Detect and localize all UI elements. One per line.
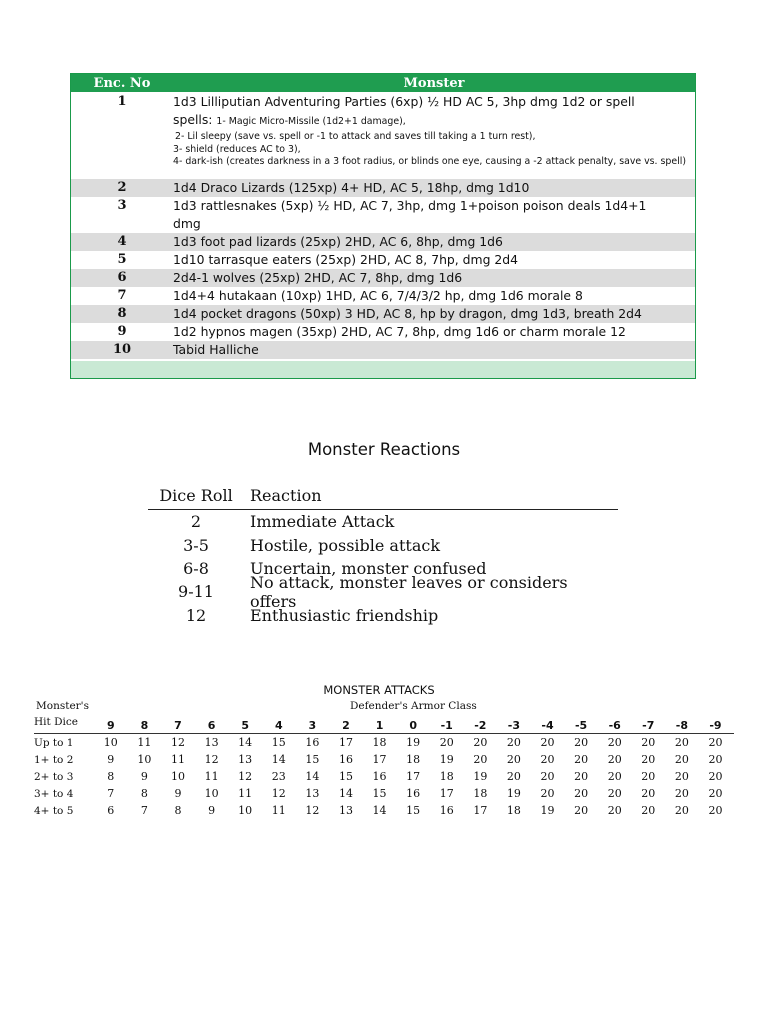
to-hit-value: 20: [506, 736, 521, 749]
ac-header: -3: [507, 719, 521, 732]
to-hit-value: 10: [103, 736, 118, 749]
to-hit-value: 16: [305, 736, 320, 749]
to-hit-value: 20: [641, 787, 656, 800]
ac-header: 0: [409, 719, 417, 732]
to-hit-value: 19: [506, 787, 521, 800]
to-hit-value: 19: [473, 770, 488, 783]
to-hit-value: 11: [204, 770, 219, 783]
hit-dice-label: 1+ to 2: [34, 753, 74, 766]
to-hit-value: 20: [574, 804, 589, 817]
to-hit-value: 20: [674, 753, 689, 766]
attack-row: [34, 768, 734, 785]
to-hit-value: 20: [641, 804, 656, 817]
attack-row: [34, 802, 734, 819]
to-hit-value: 20: [607, 787, 622, 800]
to-hit-value: 17: [439, 787, 454, 800]
attacks-row-label-2: Hit Dice: [34, 716, 78, 728]
encounter-row: [71, 92, 695, 179]
encounter-text: 1d10 tarrasque eaters (25xp) 2HD, AC 8, 7hp, dmg 2d4: [173, 251, 519, 267]
encounter-text: 1d2 hypnos magen (35xp) 2HD, AC 7, 8hp, dmg 1d6 or charm morale 12: [173, 323, 626, 339]
to-hit-value: 20: [708, 804, 723, 817]
to-hit-value: 20: [473, 736, 488, 749]
to-hit-value: 7: [140, 804, 148, 817]
attack-row: [34, 785, 734, 802]
to-hit-value: 12: [170, 736, 185, 749]
to-hit-value: 16: [372, 770, 387, 783]
dice-roll: 3-5: [183, 535, 209, 555]
encounter-number: 9: [117, 323, 127, 339]
encounter-text: Tabid Halliche: [173, 341, 259, 357]
to-hit-value: 8: [174, 804, 182, 817]
encounter-text: 1d4+4 hutakaan (10xp) 1HD, AC 6, 7/4/3/2 hp, dmg 1d6 morale 8: [173, 287, 583, 303]
encounter-text: 1d3 foot pad lizards (25xp) 2HD, AC 6, 8hp, dmg 1d6: [173, 233, 503, 249]
to-hit-value: 20: [540, 770, 555, 783]
encounter-row: [71, 269, 695, 287]
to-hit-value: 6: [107, 804, 115, 817]
to-hit-value: 10: [238, 804, 253, 817]
to-hit-value: 20: [607, 804, 622, 817]
to-hit-value: 18: [473, 787, 488, 800]
hit-dice-label: 2+ to 3: [34, 770, 74, 783]
encounter-row: [71, 287, 695, 305]
to-hit-value: 20: [540, 753, 555, 766]
spells-label: spells:: [173, 112, 213, 127]
to-hit-value: 11: [238, 787, 253, 800]
to-hit-value: 11: [271, 804, 286, 817]
to-hit-value: 20: [674, 770, 689, 783]
ac-header: 5: [241, 719, 249, 732]
to-hit-value: 17: [406, 770, 421, 783]
reaction: Uncertain, monster confused: [250, 558, 487, 578]
encounter-row: [71, 305, 695, 323]
to-hit-value: 20: [574, 736, 589, 749]
encounter-table-footer: [71, 361, 695, 378]
reactions-table: [148, 486, 618, 627]
header-reaction: Reaction: [250, 486, 322, 505]
to-hit-value: 15: [406, 804, 421, 817]
encounter-text: 1d4 pocket dragons (50xp) 3 HD, AC 8, hp by dragon, dmg 1d3, breath 2d4: [173, 305, 642, 321]
to-hit-value: 20: [674, 736, 689, 749]
to-hit-value: 10: [204, 787, 219, 800]
attacks-table: [34, 717, 734, 819]
reaction: No attack, monster leaves or considers offers: [250, 572, 568, 611]
to-hit-value: 20: [674, 804, 689, 817]
encounter-row: [71, 341, 695, 359]
encounter-text: 1d4 Draco Lizards (125xp) 4+ HD, AC 5, 18hp, dmg 1d10: [173, 179, 530, 195]
to-hit-value: 9: [208, 804, 216, 817]
to-hit-value: 20: [708, 770, 723, 783]
header-enc-no: Enc. No: [93, 75, 151, 91]
encounter-text-cont: dmg: [173, 215, 201, 231]
ac-header: -7: [642, 719, 655, 732]
ac-header: 8: [140, 719, 149, 732]
to-hit-value: 20: [506, 770, 521, 783]
to-hit-value: 14: [338, 787, 353, 800]
to-hit-value: 17: [372, 753, 387, 766]
to-hit-value: 20: [574, 753, 589, 766]
reactions-title: Monster Reactions: [307, 440, 461, 459]
to-hit-value: 9: [174, 787, 182, 800]
to-hit-value: 20: [674, 787, 689, 800]
attack-row: [34, 734, 734, 751]
to-hit-value: 19: [406, 736, 421, 749]
to-hit-value: 19: [439, 753, 454, 766]
to-hit-value: 14: [305, 770, 320, 783]
ac-header: 4: [274, 719, 283, 732]
reaction-row: [148, 604, 618, 627]
to-hit-value: 20: [708, 736, 723, 749]
hit-dice-label: Up to 1: [34, 736, 74, 749]
to-hit-value: 20: [439, 736, 454, 749]
encounter-row: [71, 179, 695, 197]
to-hit-value: 20: [708, 787, 723, 800]
to-hit-value: 12: [305, 804, 320, 817]
to-hit-value: 10: [170, 770, 185, 783]
encounter-number: 8: [117, 305, 127, 321]
attacks-subtitle: Defender's Armor Class: [350, 700, 477, 712]
ac-header: -8: [675, 719, 688, 732]
dice-roll: 6-8: [183, 558, 209, 578]
to-hit-value: 14: [271, 753, 286, 766]
to-hit-value: 19: [540, 804, 555, 817]
to-hit-value: 13: [204, 736, 219, 749]
to-hit-value: 16: [406, 787, 421, 800]
encounter-table-header: [71, 74, 695, 92]
to-hit-value: 13: [238, 753, 253, 766]
to-hit-value: 12: [204, 753, 219, 766]
ac-header: 7: [174, 719, 182, 732]
dice-roll: 9-11: [178, 582, 214, 602]
to-hit-value: 11: [137, 736, 152, 749]
to-hit-value: 17: [473, 804, 488, 817]
to-hit-value: 16: [439, 804, 454, 817]
to-hit-value: 14: [372, 804, 387, 817]
to-hit-value: 11: [170, 753, 185, 766]
to-hit-value: 20: [708, 753, 723, 766]
to-hit-value: 20: [574, 770, 589, 783]
to-hit-value: 15: [372, 787, 387, 800]
to-hit-value: 9: [140, 770, 148, 783]
encounter-number: 6: [117, 269, 127, 285]
ac-header: -2: [474, 719, 487, 732]
attacks-row-label-1: Monster's: [36, 700, 89, 712]
encounter-text: 1d3 Lilliputian Adventuring Parties (6xp) ½ HD AC 5, 3hp dmg 1d2 or spell: [173, 94, 635, 109]
encounter-row: [71, 233, 695, 251]
to-hit-value: 20: [540, 787, 555, 800]
encounter-number: 7: [117, 287, 127, 303]
to-hit-value: 15: [338, 770, 353, 783]
ac-header: 2: [342, 719, 350, 732]
ac-header: 1: [375, 719, 384, 732]
hit-dice-label: 3+ to 4: [34, 787, 74, 800]
encounter-number: 2: [117, 179, 127, 195]
to-hit-value: 20: [641, 770, 656, 783]
encounter-row: [71, 323, 695, 341]
to-hit-value: 12: [271, 787, 286, 800]
reaction-row: [148, 572, 618, 611]
encounter-number: 1: [117, 94, 127, 109]
encounter-number: 4: [117, 233, 127, 249]
encounter-number: 10: [112, 341, 132, 357]
reaction: Hostile, possible attack: [250, 535, 441, 555]
encounter-table: [70, 73, 696, 379]
to-hit-value: 7: [107, 787, 115, 800]
ac-header: 3: [308, 719, 317, 732]
ac-header: -9: [709, 719, 722, 732]
to-hit-value: 18: [506, 804, 521, 817]
to-hit-value: 18: [439, 770, 454, 783]
to-hit-value: 14: [238, 736, 253, 749]
reactions-header: [148, 486, 618, 510]
dice-roll: 12: [185, 605, 207, 625]
attacks-header-row: [34, 717, 734, 734]
to-hit-value: 20: [641, 736, 656, 749]
to-hit-value: 15: [305, 753, 320, 766]
to-hit-value: 23: [271, 770, 286, 783]
to-hit-value: 18: [406, 753, 421, 766]
to-hit-value: 9: [107, 753, 115, 766]
hit-dice-label: 4+ to 5: [34, 804, 74, 817]
to-hit-value: 20: [574, 787, 589, 800]
header-monster: Monster: [403, 75, 465, 91]
spell-2: 2- Lil sleepy (save vs. spell or -1 to attack and saves till taking a 1 turn rest),: [175, 131, 536, 142]
to-hit-value: 8: [107, 770, 115, 783]
ac-header: 9: [106, 719, 115, 732]
spell-4: 4- dark-ish (creates darkness in a 3 foot radius, or blinds one eye, causing a -2 attack penalty, save vs. spell): [173, 156, 686, 167]
reaction: Enthusiastic friendship: [250, 605, 439, 625]
spell-3: 3- shield (reduces AC to 3),: [173, 143, 301, 155]
ac-header: -5: [574, 719, 588, 732]
to-hit-value: 8: [140, 787, 148, 800]
to-hit-value: 20: [473, 753, 488, 766]
ac-header: -4: [541, 719, 554, 732]
header-dice-roll: Dice Roll: [159, 486, 233, 505]
attack-row: [34, 751, 734, 768]
to-hit-value: 10: [137, 753, 152, 766]
ac-header: -6: [608, 719, 621, 732]
encounter-text: 2d4-1 wolves (25xp) 2HD, AC 7, 8hp, dmg 1d6: [173, 269, 463, 285]
to-hit-value: 20: [641, 753, 656, 766]
to-hit-value: 20: [540, 736, 555, 749]
reaction-row: [148, 510, 618, 533]
reaction-row: [148, 533, 618, 556]
to-hit-value: 20: [607, 736, 622, 749]
dice-roll: 2: [190, 512, 202, 532]
to-hit-value: 20: [607, 753, 622, 766]
spell-1: 1- Magic Micro-Missile (1d2+1 damage),: [216, 116, 406, 127]
reaction: Immediate Attack: [250, 512, 395, 532]
encounter-text: 1d3 rattlesnakes (5xp) ½ HD, AC 7, 3hp, dmg 1+poison poison deals 1d4+1: [173, 197, 647, 213]
to-hit-value: 17: [338, 736, 353, 749]
encounter-row: [71, 251, 695, 269]
to-hit-value: 12: [238, 770, 253, 783]
to-hit-value: 20: [607, 770, 622, 783]
ac-header: 6: [207, 719, 216, 732]
ac-header: -1: [440, 719, 453, 732]
encounter-number: 5: [117, 251, 127, 267]
to-hit-value: 15: [271, 736, 286, 749]
to-hit-value: 16: [338, 753, 353, 766]
to-hit-value: 18: [372, 736, 387, 749]
to-hit-value: 13: [305, 787, 320, 800]
attacks-title: MONSTER ATTACKS: [323, 683, 435, 697]
to-hit-value: 20: [506, 753, 521, 766]
encounter-number: 3: [117, 197, 127, 213]
encounter-row: [71, 197, 695, 233]
to-hit-value: 13: [338, 804, 353, 817]
